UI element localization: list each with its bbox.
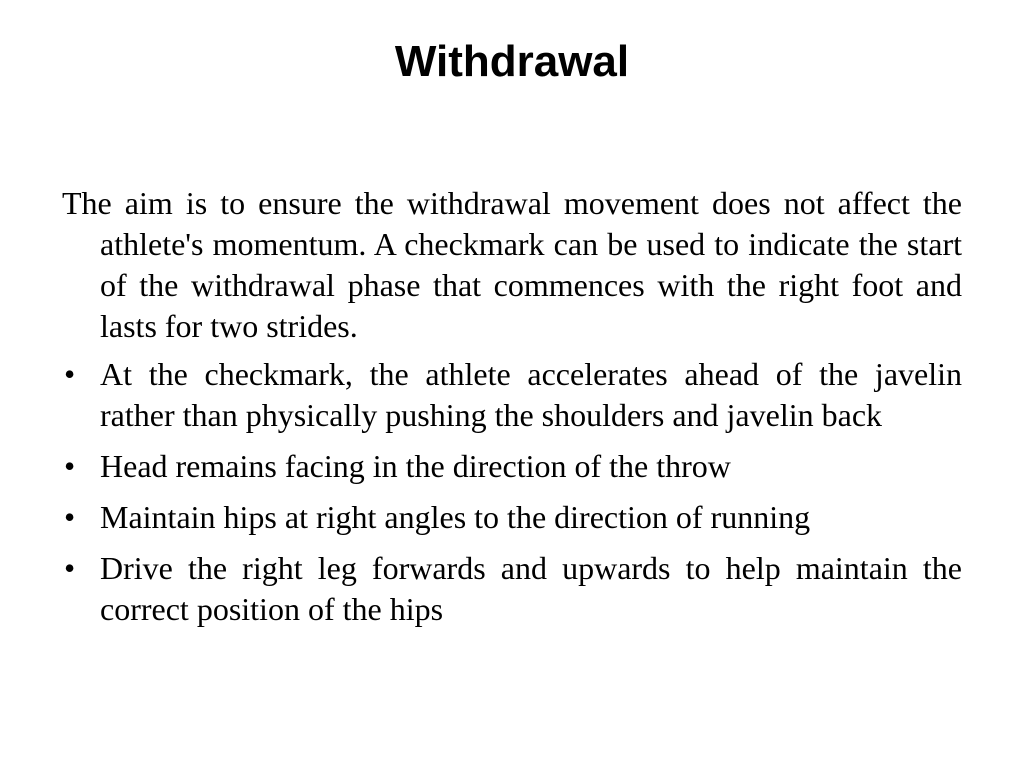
bullet-icon: •: [64, 499, 76, 535]
bullet-text: At the checkmark, the athlete accelerates ahead of the javelin rather than physically pushing the shoulders and javelin back: [100, 356, 962, 433]
bullet-item: [62, 497, 962, 538]
bullet-icon: •: [64, 356, 76, 392]
intro-paragraph: The aim is to ensure the withdrawal movement does not affect the athlete's momentum. A checkmark can be used to indicate the start of the withdrawal phase that commences with the right foot and lasts for two strides.: [62, 185, 962, 344]
bullet-item: [62, 548, 962, 630]
slide-title: Withdrawal: [394, 37, 630, 86]
bullet-item: [62, 354, 962, 436]
bullet-text: Maintain hips at right angles to the direction of running: [100, 499, 811, 535]
bullet-icon: •: [64, 550, 76, 586]
bullet-item: [62, 446, 962, 487]
slide-body: [62, 183, 962, 640]
bullet-icon: •: [64, 448, 76, 484]
bullet-text: Head remains facing in the direction of the throw: [100, 448, 731, 484]
bullet-text: Drive the right leg forwards and upwards to help maintain the correct position of the hips: [100, 550, 962, 627]
